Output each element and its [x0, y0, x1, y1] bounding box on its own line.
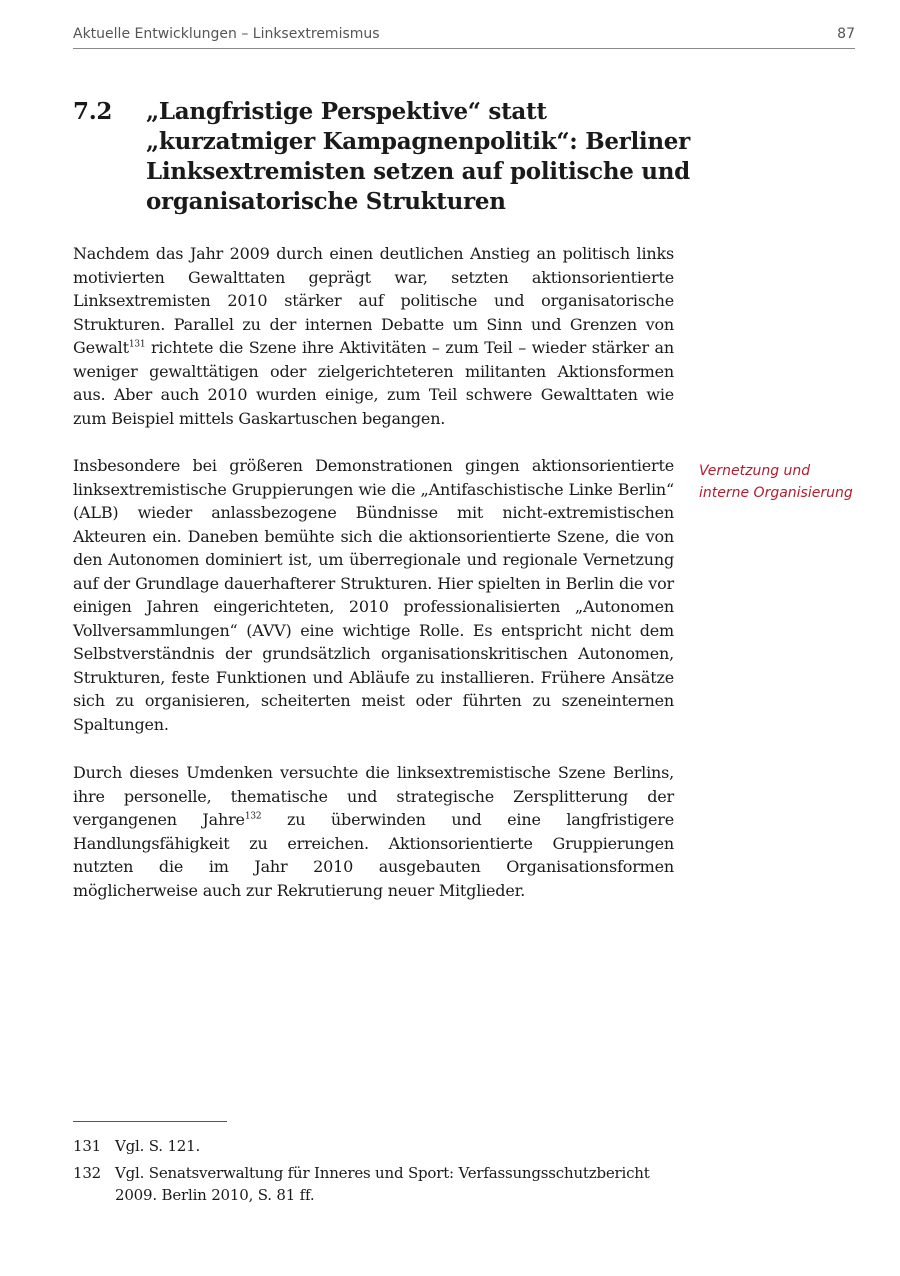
paragraph-3	[73, 761, 674, 902]
paragraph-2	[73, 454, 674, 736]
running-title: Aktuelle Entwicklungen – Linksextremismus	[73, 26, 380, 42]
paragraph-1	[73, 242, 674, 430]
section-title: „Langfristige Perspektive“ statt „kurzatmiger Kampagnenpolitik“: Berliner Linksextremisten setzen auf politische und organisatorische Strukturen	[146, 98, 690, 215]
section-number: 7.2	[73, 98, 113, 125]
footnote-ref-131[interactable]: 131	[128, 339, 146, 350]
margin-note: Vernetzung und interne Organisierung	[699, 463, 853, 501]
page-number: 87	[837, 26, 855, 42]
paragraph-1-text-b: richtete die Szene ihre Aktivitäten – zum Teil – wieder stärker an weniger gewalttätigen oder zielgerichteteren militanten Aktionsformen aus. Aber auch 2010 wurden einige, zum Teil schwere Gewalttaten wie zum Beispiel mittels Gaskartuschen begangen.	[73, 338, 674, 428]
running-header	[73, 24, 855, 49]
paragraph-1-text-a: Nachdem das Jahr 2009 durch einen deutlichen Anstieg an politisch links motivierten Gewalttaten geprägt war, setzten aktionsorientierte Linksextremisten 2010 stärker auf politische und organisatorische Strukturen. Parallel zu der internen Debatte um Sinn und Grenzen von Gewalt	[73, 244, 674, 357]
footnote-text: Vgl. Senatsverwaltung für Inneres und Sport: Verfassungsschutzbericht 2009. Berlin 2010, S. 81 ff.	[115, 1164, 650, 1204]
footnote-divider	[73, 1121, 227, 1122]
paragraph-3-text-a: Durch dieses Umdenken versuchte die linksextremistische Szene Berlins, ihre personelle, thematische und strategische Zersplitterung der vergangenen Jahre	[73, 763, 674, 829]
paragraph-2-text: Insbesondere bei größeren Demonstrationen gingen aktionsorientierte linksextremistische Gruppierungen wie die „Antifaschistische Linke Berlin“ (ALB) wieder anlassbezogene Bündnisse mit nicht-extremistischen Akteuren ein. Daneben bemühte sich die aktionsorientierte Szene, die von den Autonomen dominiert ist, um überregionale und regionale Vernetzung auf der Grundlage dauerhafterer Strukturen. Hier spielten in Berlin die vor einigen Jahren eingerichteten, 2010 professionalisierten „Autonomen Vollversammlungen“ (AVV) eine wichtige Rolle. Es entspricht nicht dem Selbstverständnis der grundsätzlich organisationskritischen Autonomen, Strukturen, feste Funktionen und Abläufe zu installieren. Frühere Ansätze sich zu organisieren, scheiterten meist oder führten zu szeneinternen Spaltungen.	[73, 456, 674, 734]
footnote-number: 132	[73, 1164, 102, 1182]
paragraph-3-text-b: zu überwinden und eine langfristigere Handlungsfähigkeit zu erreichen. Aktionsorientierte Gruppierungen nutzten die im Jahr 2010 ausgebauten Organisationsformen möglicherweise auch zur Rekrutierung neuer Mitglieder.	[73, 810, 674, 900]
footnote-ref-132[interactable]: 132	[244, 811, 262, 822]
footnote-number: 131	[73, 1137, 102, 1155]
footnote-text: Vgl. S. 121.	[115, 1137, 201, 1155]
